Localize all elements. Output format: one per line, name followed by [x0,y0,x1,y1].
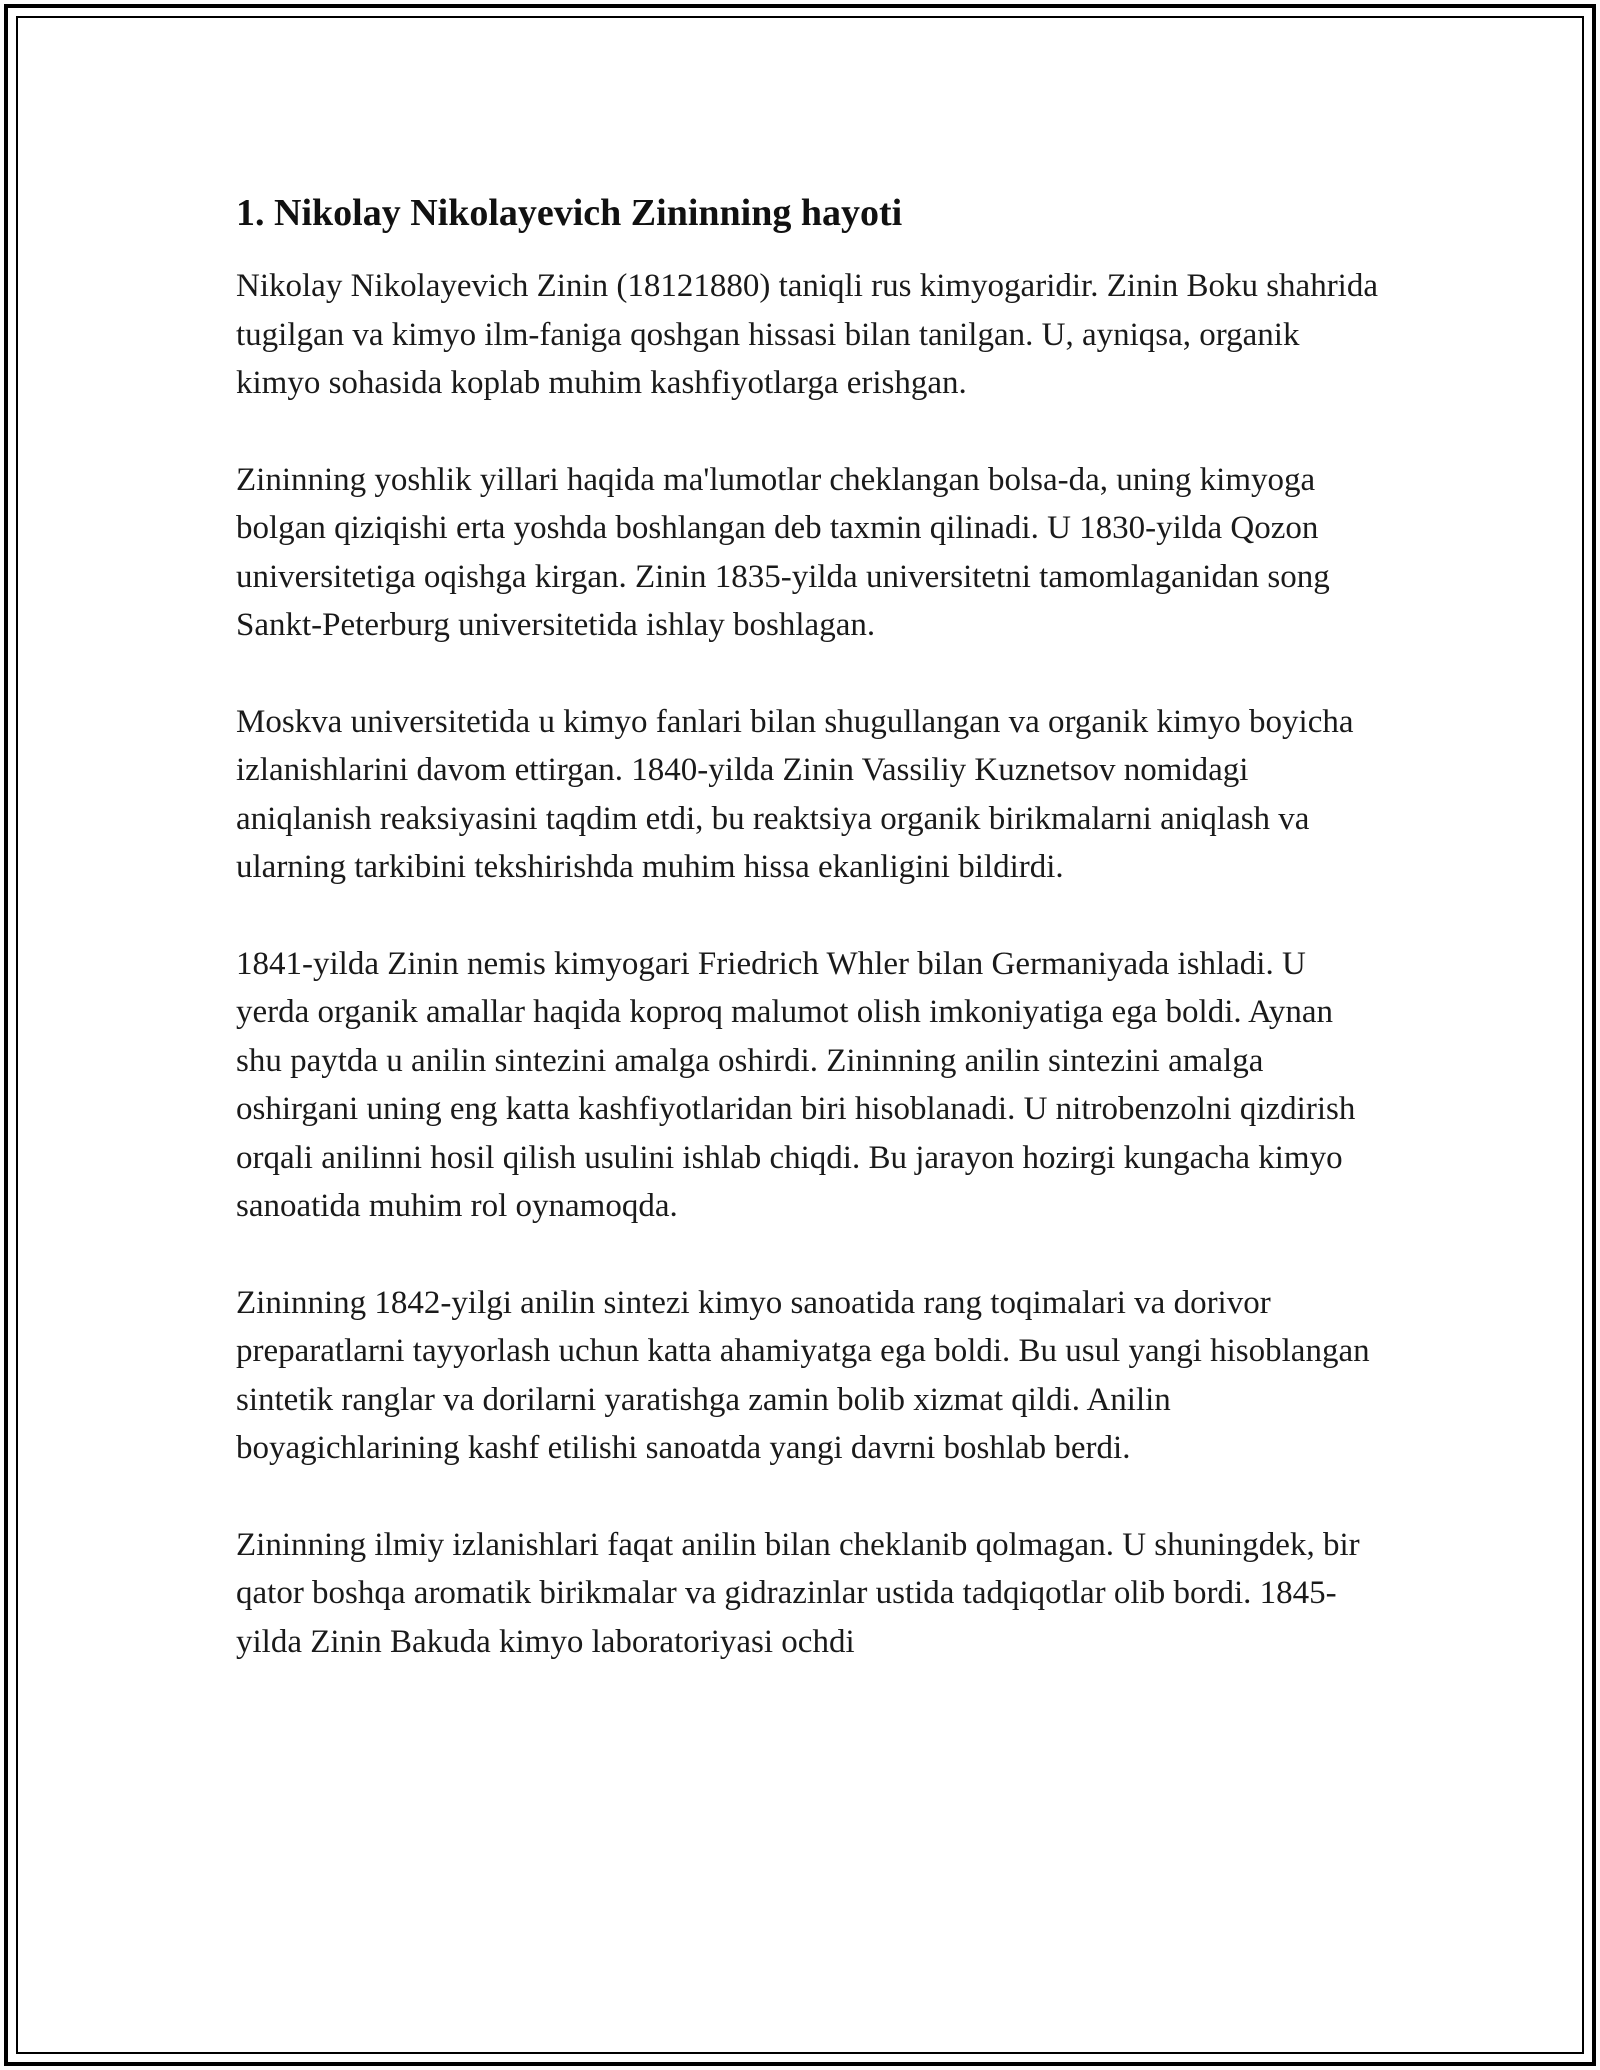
paragraph-2: Zininning yoshlik yillari haqida ma'lumotlar cheklangan bolsa-da, uning kimyoga bolgan qiziqishi erta yoshda boshlangan deb taxmin qilinadi. U 1830-yilda Qozon universitetiga oqishga kirgan. Zinin 1835-yilda universitetni tamomlaganidan song Sankt-Peterburg universitetida ishlay boshlagan. [236,461,1330,643]
paragraph-4: 1841-yilda Zinin nemis kimyogari Friedrich Whler bilan Germaniyada ishladi. U yerda organik amallar haqida koproq malumot olish imkoniyatiga ega boldi. Aynan shu paytda u anilin sintezini amalga oshirdi. Zininning anilin sintezini amalga oshirgani uning eng katta kashfiyotlaridan biri hisoblanadi. U nitrobenzolni qizdirish orqali anilinni hosil qilish usulini ishlab chiqdi. Bu jarayon hozirgi kungacha kimyo sanoatida muhim rol oynamoqda. [236,945,1356,1224]
paragraph-3: Moskva universitetida u kimyo fanlari bilan shugullangan va organik kimyo boyicha izlanishlarini davom ettirgan. 1840-yilda Zinin Vassiliy Kuznetsov nomidagi aniqlanish reaksiyasini taqdim etdi, bu reaktsiya organik birikmalarni aniqlash va ularning tarkibini tekshirishda muhim hissa ekanligini bildirdi. [236,703,1354,885]
paragraph-1: Nikolay Nikolayevich Zinin (18121880) taniqli rus kimyogaridir. Zinin Boku shahrida tugilgan va kimyo ilm-faniga qoshgan hissasi bilan tanilgan. U, ayniqsa, organik kimyo sohasida koplab muhim kashfiyotlarga erishgan. [236,268,1378,401]
paragraph-5: Zininning 1842-yilgi anilin sintezi kimyo sanoatida rang toqimalari va dorivor preparatlarni tayyorlash uchun katta ahamiyatga ega boldi. Bu usul yangi hisoblangan sintetik ranglar va dorilarni yaratishga zamin bolib xizmat qildi. Anilin boyagichlarining kashf etilishi sanoatda yangi davrni boshlab berdi. [236,1284,1370,1466]
document-body [236,186,1386,1714]
section-heading: 1. Nikolay Nikolayevich Zininning hayoti [236,192,903,234]
paragraph-6: Zininning ilmiy izlanishlari faqat anilin bilan cheklanib qolmagan. U shuningdek, bir qator boshqa aromatik birikmalar va gidrazinlar ustida tadqiqotlar olib bordi. 1845-yilda Zinin Bakuda kimyo laboratoriyasi ochdi [236,1526,1360,1660]
